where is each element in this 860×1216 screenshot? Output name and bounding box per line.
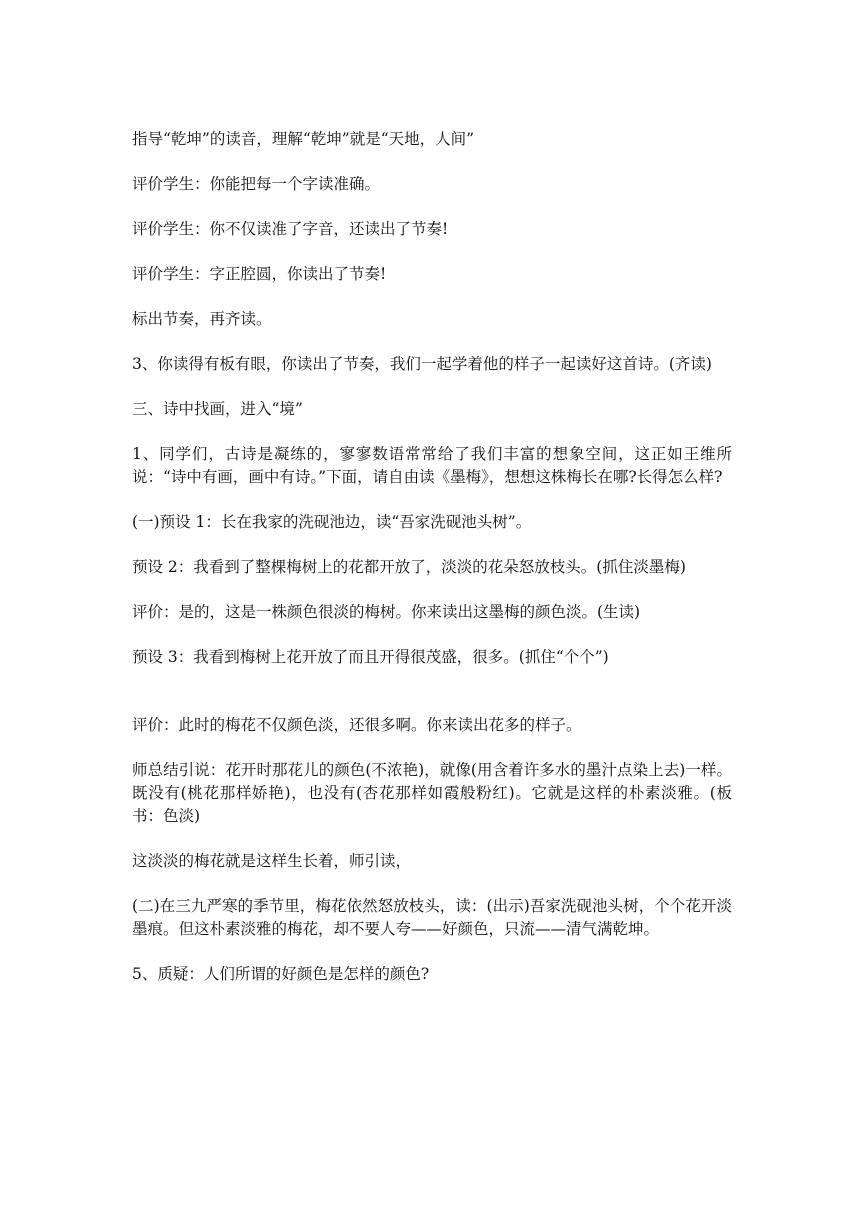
paragraph-step-3-read: 3、你读得有板有眼，你读出了节奏，我们一起学着他的样子一起读好这首诗。(齐读) bbox=[132, 355, 712, 373]
paragraph-step-1-imagine: 1、同学们，古诗是凝练的，寥寥数语常常给了我们丰富的想象空间，这正如王维所说：“诗中有画，画中有诗。”下面，请自由读《墨梅》，想想这株梅长在哪?长得怎么样? bbox=[132, 445, 732, 486]
paragraph-evaluation-rhythm: 评价学生：你不仅读准了字音，还读出了节奏! bbox=[132, 220, 449, 238]
paragraph-preset-1: (一)预设 1：长在我家的洗砚池边，读“吾家洗砚池头树”。 bbox=[132, 513, 532, 531]
section-heading-3: 三、诗中找画，进入“境” bbox=[132, 400, 303, 418]
paragraph-winter-bloom: (二)在三九严寒的季节里，梅花依然怒放枝头，读：(出示)吾家洗砚池头树，个个花开淡墨痕。但这朴素淡雅的梅花，却不要人夸——好颜色，只流——清气满乾坤。 bbox=[132, 897, 732, 938]
paragraph-step-5-question: 5、质疑：人们所谓的好颜色是怎样的颜色? bbox=[132, 965, 430, 983]
paragraph-teacher-summary: 师总结引说：花开时那花儿的颜色(不浓艳)，就像(用含着许多水的墨汁点染上去)一样。既没有(桃花那样娇艳)，也没有(杏花那样如霞般粉红)。它就是这样的朴素淡雅。(板书：色淡) bbox=[132, 761, 732, 825]
paragraph-evaluation-color: 评价：是的，这是一株颜色很淡的梅树。你来读出这墨梅的颜色淡。(生读) bbox=[132, 603, 641, 621]
paragraph-evaluation-many: 评价：此时的梅花不仅颜色淡，还很多啊。你来读出花多的样子。 bbox=[132, 716, 582, 734]
paragraph-pronunciation-guide: 指导“乾坤”的读音，理解“乾坤”就是“天地，人间” bbox=[132, 130, 475, 148]
paragraph-teacher-lead-read: 这淡淡的梅花就是这样生长着，师引读， bbox=[132, 852, 412, 870]
paragraph-preset-2: 预设 2：我看到了整棵梅树上的花都开放了，淡淡的花朵怒放枝头。(抓住淡墨梅) bbox=[132, 558, 686, 576]
paragraph-preset-3: 预设 3：我看到梅树上花开放了而且开得很茂盛，很多。(抓住“个个”) bbox=[132, 648, 609, 666]
paragraph-evaluation-clear: 评价学生：字正腔圆，你读出了节奏! bbox=[132, 265, 387, 283]
paragraph-mark-rhythm: 标出节奏，再齐读。 bbox=[132, 310, 272, 328]
paragraph-evaluation-accurate: 评价学生：你能把每一个字读准确。 bbox=[132, 175, 381, 193]
document-body bbox=[132, 128, 732, 1008]
